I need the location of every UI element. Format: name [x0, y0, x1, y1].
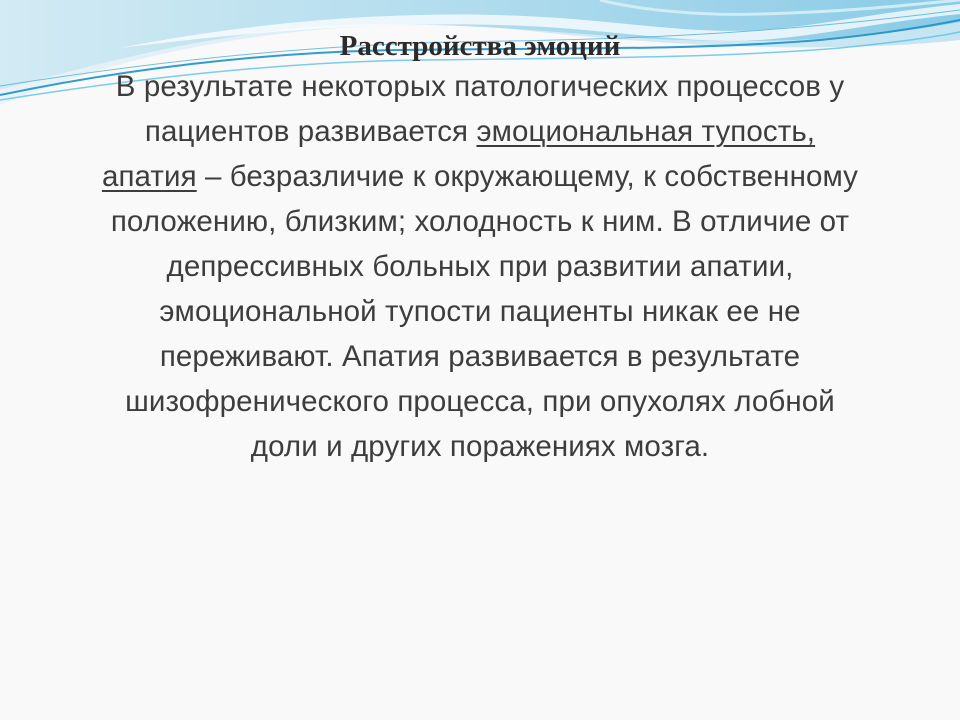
body-line	[10, 289, 950, 334]
slide-body	[10, 64, 950, 469]
body-text-segment: эмоциональной тупости пациенты никак ее не	[159, 295, 801, 328]
body-line	[10, 64, 950, 109]
body-line	[10, 199, 950, 244]
body-text-segment: шизофренического процесса, при опухолях лобной	[125, 385, 835, 418]
underlined-term: эмоциональная тупость,	[476, 115, 816, 148]
body-line	[10, 334, 950, 379]
body-line	[10, 424, 950, 469]
slide-content	[10, 28, 950, 469]
underlined-term: апатия	[101, 160, 197, 193]
body-text-segment: пациентов развивается	[144, 115, 477, 148]
body-line	[10, 379, 950, 424]
body-text-segment: положению, близким; холодность к ним. В отличие от	[110, 205, 850, 238]
body-line	[10, 109, 950, 154]
body-text-segment: В результате некоторых патологических процессов у	[115, 70, 845, 103]
slide-title: Расстройства эмоций	[339, 30, 621, 62]
body-text-segment: переживают. Апатия развивается в результате	[159, 340, 801, 373]
body-text-segment: – безразличие к окружающему, к собственному	[196, 160, 859, 193]
body-line	[10, 244, 950, 289]
body-text-segment: доли и других поражениях мозга.	[250, 430, 710, 463]
body-line	[10, 154, 950, 199]
body-text-segment: депрессивных больных при развитии апатии,	[166, 250, 794, 283]
